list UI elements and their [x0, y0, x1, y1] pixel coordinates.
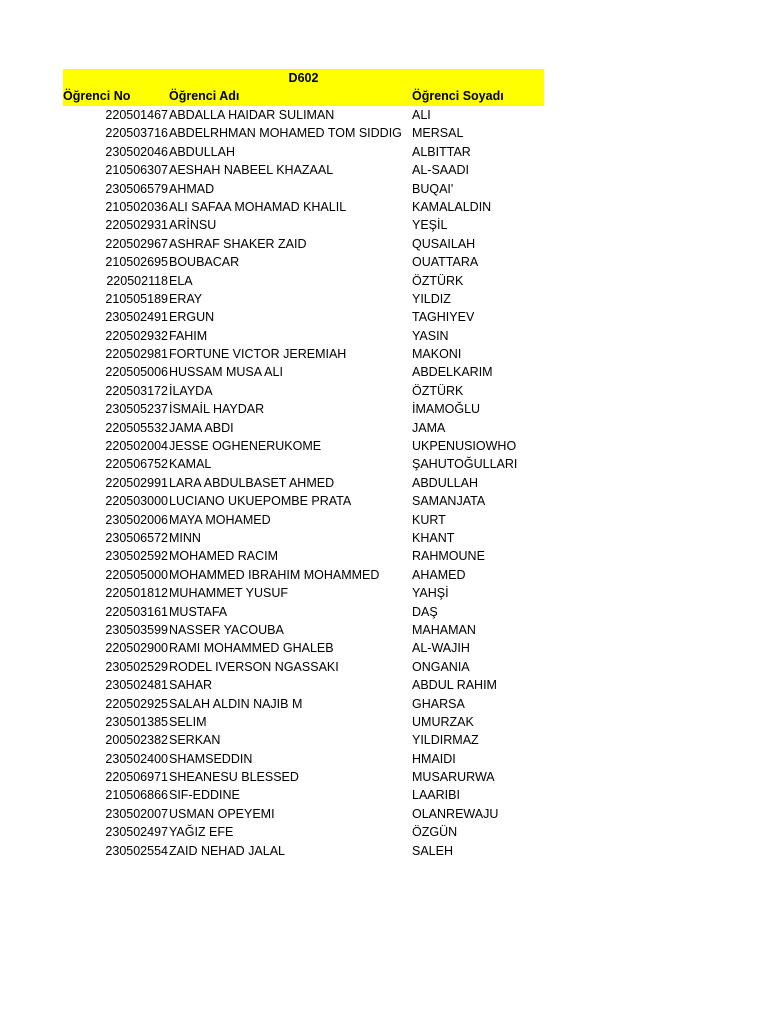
table-row	[63, 511, 544, 529]
last-name-cell: AHAMED	[412, 567, 466, 582]
table-row	[63, 253, 544, 271]
first-name-cell: KAMAL	[169, 457, 212, 472]
last-name-cell: QUSAILAH	[412, 236, 476, 251]
first-name-cell: ARİNSU	[169, 218, 217, 233]
first-name-cell: FORTUNE VICTOR JEREMIAH	[169, 347, 347, 362]
student-no-cell: 220502118	[106, 273, 168, 288]
student-no-cell: 230503599	[105, 622, 168, 637]
first-name-cell: SIF-EDDINE	[169, 788, 240, 803]
first-name-cell: ABDULLAH	[169, 144, 235, 159]
student-no-cell: 220505006	[105, 365, 168, 380]
table-row	[63, 713, 544, 731]
last-name-cell: SAMANJATA	[412, 494, 486, 509]
student-no-cell: 210506866	[105, 788, 168, 803]
last-name-cell: JAMA	[412, 420, 446, 435]
student-no-cell: 230502007	[105, 806, 168, 821]
table-row	[63, 345, 544, 363]
last-name-cell: OUATTARA	[412, 255, 479, 270]
student-rows	[63, 106, 544, 860]
first-name-cell: HUSSAM MUSA ALI	[169, 365, 283, 380]
last-name-cell: ONGANIA	[412, 659, 470, 674]
first-name-cell: USMAN OPEYEMI	[169, 806, 275, 821]
first-name-cell: SALAH ALDIN NAJIB M	[169, 696, 303, 711]
first-name-cell: YAĞIZ EFE	[169, 825, 234, 840]
table-row	[63, 180, 544, 198]
first-name-cell: FAHIM	[169, 328, 208, 343]
first-name-cell: SERKAN	[169, 733, 221, 748]
table-row	[63, 474, 544, 492]
last-name-cell: UMURZAK	[412, 714, 474, 729]
student-no-cell: 230502554	[105, 843, 168, 858]
table-row	[63, 235, 544, 253]
first-name-cell: İSMAİL HAYDAR	[169, 402, 265, 417]
student-no-cell: 220501467	[105, 108, 168, 122]
student-no-cell: 210506307	[105, 163, 168, 178]
first-name-cell: AESHAH NABEEL KHAZAAL	[169, 163, 334, 178]
table-row	[63, 363, 544, 381]
table-row	[63, 216, 544, 234]
last-name-cell: YAHŞİ	[412, 586, 449, 601]
table-row	[63, 603, 544, 621]
last-name-cell: KAMALALDIN	[412, 199, 492, 214]
first-name-cell: ALI SAFAA MOHAMAD KHALIL	[169, 199, 347, 214]
last-name-cell: ŞAHUTOĞULLARI	[412, 457, 518, 472]
student-no-cell: 210505189	[105, 291, 168, 306]
first-name-cell: ABDALLA HAIDAR SULIMAN	[169, 108, 335, 122]
first-name-cell: RODEL IVERSON NGASSAKI	[169, 659, 339, 674]
student-no-cell: 220502004	[105, 439, 168, 454]
column-header-last-name: Öğrenci Soyadı	[412, 89, 504, 103]
table-row	[63, 621, 544, 639]
table-row	[63, 143, 544, 161]
first-name-cell: ERAY	[169, 291, 203, 306]
student-no-cell: 230502481	[105, 678, 168, 693]
table-row	[63, 106, 544, 124]
first-name-cell: ERGUN	[169, 310, 215, 325]
last-name-cell: KURT	[412, 512, 446, 527]
table-row	[63, 750, 544, 768]
student-no-cell: 210502036	[105, 199, 168, 214]
table-row	[63, 492, 544, 510]
student-no-cell: 220506752	[105, 457, 168, 472]
table-row	[63, 786, 544, 804]
student-no-cell: 220502925	[105, 696, 168, 711]
student-no-cell: 230502491	[105, 310, 168, 325]
first-name-cell: ZAID NEHAD JALAL	[169, 843, 286, 858]
table-row	[63, 382, 544, 400]
first-name-cell: MUSTAFA	[169, 604, 228, 619]
table-row	[63, 676, 544, 694]
student-no-cell: 220503161	[105, 604, 168, 619]
student-no-cell: 230502529	[105, 659, 168, 674]
first-name-cell: MOHAMMED IBRAHIM MOHAMMED	[169, 567, 380, 582]
last-name-cell: KHANT	[412, 530, 455, 545]
student-no-cell: 210502695	[105, 255, 168, 270]
last-name-cell: YEŞİL	[412, 218, 448, 233]
table-row	[63, 124, 544, 142]
last-name-cell: GHARSA	[412, 696, 465, 711]
first-name-cell: ASHRAF SHAKER ZAID	[169, 236, 307, 251]
first-name-cell: SAHAR	[169, 678, 213, 693]
last-name-cell: BUQAI'	[412, 181, 454, 196]
first-name-cell: SHAMSEDDIN	[169, 751, 253, 766]
table-row	[63, 437, 544, 455]
last-name-cell: YASIN	[412, 328, 449, 343]
student-no-cell: 220502931	[105, 218, 168, 233]
table-row	[63, 695, 544, 713]
student-no-cell: 220502900	[105, 641, 168, 656]
last-name-cell: YILDIRMAZ	[412, 733, 479, 748]
table-row	[63, 529, 544, 547]
first-name-cell: AHMAD	[169, 181, 215, 196]
last-name-cell: TAGHIYEV	[412, 310, 475, 325]
student-no-cell: 220503172	[105, 383, 168, 398]
first-name-cell: BOUBACAR	[169, 255, 240, 270]
last-name-cell: MAKONI	[412, 347, 462, 362]
student-list-sheet	[63, 69, 544, 860]
last-name-cell: MERSAL	[412, 126, 464, 141]
first-name-cell: JESSE OGHENERUKOME	[169, 439, 322, 454]
first-name-cell: İLAYDA	[169, 383, 213, 398]
student-no-cell: 220502991	[105, 475, 168, 490]
student-no-cell: 220505532	[105, 420, 168, 435]
student-no-cell: 220501812	[105, 586, 168, 601]
student-no-cell: 230502046	[105, 144, 168, 159]
table-row	[63, 419, 544, 437]
column-header-student-no: Öğrenci No	[63, 89, 131, 103]
column-header-first-name: Öğrenci Adı	[169, 89, 240, 103]
first-name-cell: MUHAMMET YUSUF	[169, 586, 288, 601]
first-name-cell: SELIM	[169, 714, 207, 729]
student-no-cell: 220503716	[105, 126, 168, 141]
first-name-cell: LARA ABDULBASET AHMED	[169, 475, 335, 490]
student-no-cell: 230502006	[105, 512, 168, 527]
table-row	[63, 639, 544, 657]
student-no-cell: 220505000	[105, 567, 168, 582]
table-row	[63, 161, 544, 179]
student-no-cell: 230501385	[105, 714, 168, 729]
room-title: D602	[288, 71, 319, 85]
student-no-cell: 220506971	[105, 770, 168, 785]
student-no-cell: 230505237	[105, 402, 168, 417]
last-name-cell: LAARIBI	[412, 788, 460, 803]
last-name-cell: YILDIZ	[412, 291, 451, 306]
table-row	[63, 455, 544, 473]
last-name-cell: DAŞ	[412, 604, 438, 619]
table-row	[63, 768, 544, 786]
table-row	[63, 198, 544, 216]
last-name-cell: ALBITTAR	[412, 144, 471, 159]
table-row	[63, 327, 544, 345]
last-name-cell: SALEH	[412, 843, 453, 858]
table-row	[63, 805, 544, 823]
table-row	[63, 731, 544, 749]
last-name-cell: ABDELKARIM	[412, 365, 493, 380]
last-name-cell: AL-SAADI	[412, 163, 469, 178]
student-no-cell: 220503000	[105, 494, 168, 509]
first-name-cell: MAYA MOHAMED	[169, 512, 271, 527]
student-no-cell: 230502400	[105, 751, 168, 766]
table-row	[63, 400, 544, 418]
student-no-cell: 230506572	[105, 530, 168, 545]
table-row	[63, 272, 544, 290]
first-name-cell: SHEANESU BLESSED	[169, 770, 299, 785]
table-row	[63, 842, 544, 860]
last-name-cell: ALI	[412, 108, 431, 122]
student-no-cell: 230502497	[105, 825, 168, 840]
last-name-cell: UKPENUSIOWHO	[412, 439, 517, 454]
student-no-cell: 220502932	[105, 328, 168, 343]
student-no-cell: 230502592	[105, 549, 168, 564]
first-name-cell: MOHAMED RACIM	[169, 549, 279, 564]
table-row	[63, 823, 544, 841]
table-row	[63, 658, 544, 676]
table-row	[63, 566, 544, 584]
first-name-cell: JAMA ABDI	[169, 420, 234, 435]
first-name-cell: LUCIANO UKUEPOMBE PRATA	[169, 494, 352, 509]
student-no-cell: 220502967	[105, 236, 168, 251]
first-name-cell: RAMI MOHAMMED GHALEB	[169, 641, 334, 656]
last-name-cell: ÖZGÜN	[412, 825, 458, 840]
last-name-cell: MUSARURWA	[412, 770, 495, 785]
table-row	[63, 308, 544, 326]
last-name-cell: HMAIDI	[412, 751, 456, 766]
student-no-cell: 200502382	[105, 733, 168, 748]
first-name-cell: ELA	[169, 273, 193, 288]
first-name-cell: NASSER YACOUBA	[169, 622, 284, 637]
table-row	[63, 290, 544, 308]
last-name-cell: AL-WAJIH	[412, 641, 470, 656]
student-no-cell: 220502981	[105, 347, 168, 362]
last-name-cell: ÖZTÜRK	[412, 383, 464, 398]
table-row	[63, 584, 544, 602]
last-name-cell: ABDULLAH	[412, 475, 478, 490]
table-row	[63, 547, 544, 565]
header-band	[63, 69, 544, 106]
last-name-cell: ÖZTÜRK	[412, 273, 464, 288]
last-name-cell: RAHMOUNE	[412, 549, 485, 564]
first-name-cell: ABDELRHMAN MOHAMED TOM SIDDIG	[169, 126, 402, 141]
last-name-cell: İMAMOĞLU	[412, 402, 481, 417]
first-name-cell: MINN	[169, 530, 201, 545]
student-no-cell: 230506579	[105, 181, 168, 196]
last-name-cell: ABDUL RAHIM	[412, 678, 497, 693]
last-name-cell: OLANREWAJU	[412, 806, 499, 821]
last-name-cell: MAHAMAN	[412, 622, 476, 637]
